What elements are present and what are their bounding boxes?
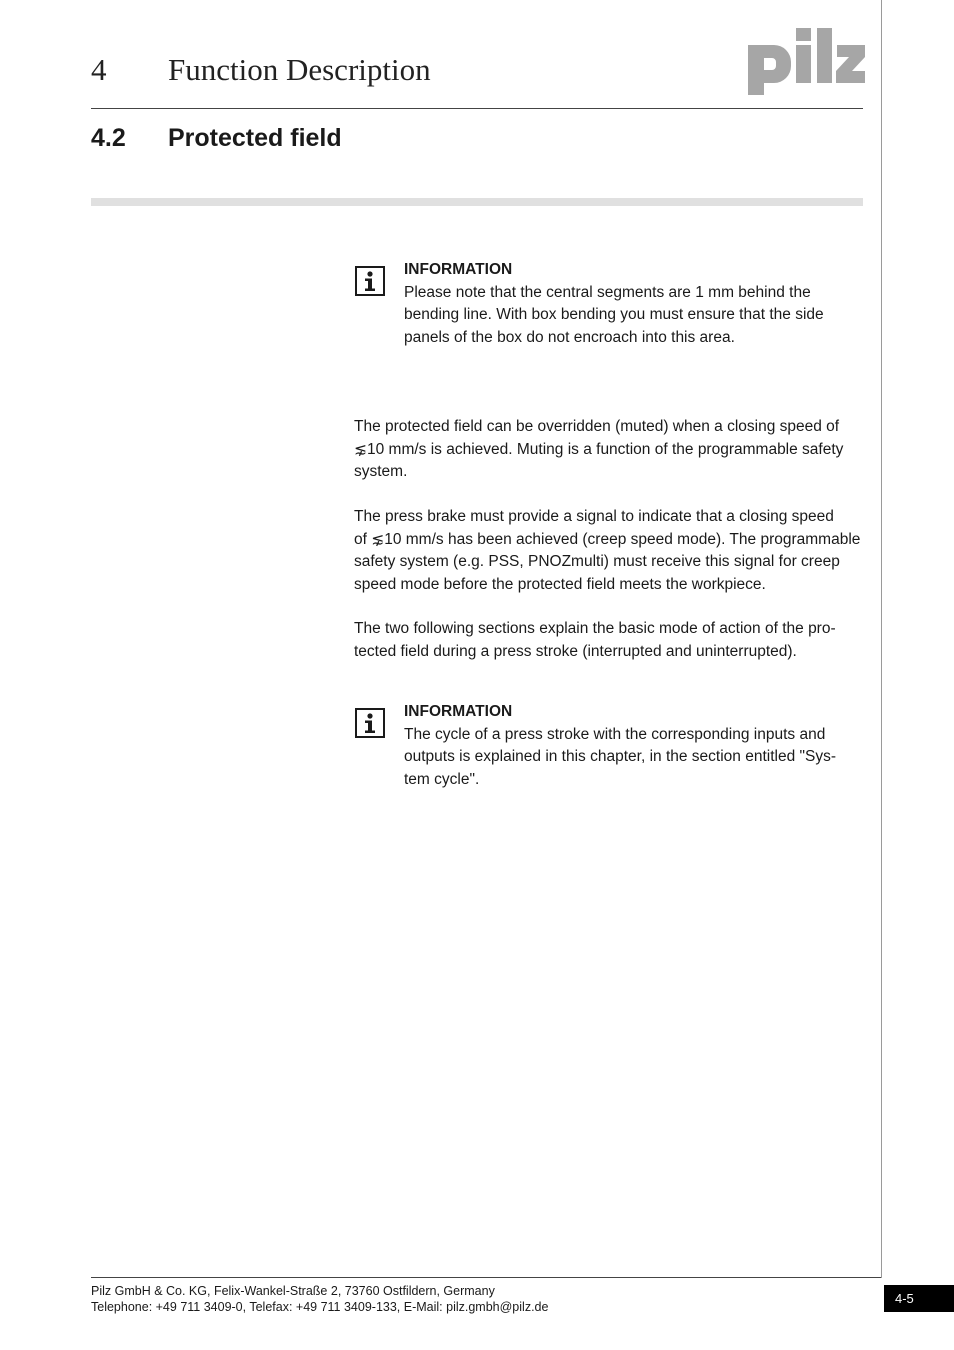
section-title: Protected field (168, 124, 342, 152)
paragraph-line: tected field during a press stroke (interrupted and uninterrupted). (354, 642, 797, 660)
footer-contact: Telephone: +49 711 3409-0, Telefax: +49 711 3409-133, E-Mail: pilz.gmbh@pilz.de (91, 1300, 549, 1314)
chapter-title: Function Description (168, 52, 431, 87)
info-text-line: Please note that the central segments are 1 mm behind the (404, 283, 811, 301)
paragraph-creep-speed (354, 506, 864, 596)
right-margin-rule (881, 0, 882, 1278)
info-heading: INFORMATION (404, 261, 513, 278)
footer-rule (91, 1277, 881, 1278)
paragraph-line: speed mode before the protected field meets the workpiece. (354, 575, 766, 593)
section-number: 4.2 (91, 124, 126, 152)
info-icon (355, 266, 385, 296)
paragraph-line: system. (354, 463, 408, 480)
footer-address: Pilz GmbH & Co. KG, Felix-Wankel-Straße 2, 73760 Ostfildern, Germany (91, 1284, 495, 1298)
paragraph-line: The protected field can be overridden (muted) when a closing speed of (354, 418, 840, 435)
info-text-line: panels of the box do not encroach into this area. (404, 328, 735, 346)
paragraph-line: safety system (e.g. PSS, PNOZmulti) must receive this signal for creep (354, 553, 840, 570)
header-rule (91, 108, 863, 109)
info-heading: INFORMATION (404, 703, 513, 720)
footer (91, 1283, 548, 1315)
section-divider-bar (91, 198, 863, 206)
paragraph-line: ⋦10 mm/s is achieved. Muting is a function of the programmable safety (354, 440, 844, 458)
info-text-line: bending line. With box bending you must ensure that the side (404, 306, 824, 323)
info-text-line: tem cycle". (404, 770, 480, 788)
info-text-line: outputs is explained in this chapter, in the section entitled "Sys- (404, 748, 837, 765)
chapter-number: 4 (91, 52, 107, 87)
paragraph-sections (354, 618, 864, 663)
info-text-line: The cycle of a press stroke with the corresponding inputs and (404, 725, 826, 743)
info-box-2 (404, 701, 864, 791)
paragraph-line: The two following sections explain the basic mode of action of the pro- (354, 620, 836, 637)
pilz-logo (748, 27, 866, 95)
paragraph-line: of ⋦10 mm/s has been achieved (creep speed mode). The programmable (354, 530, 861, 548)
paragraph-muting (354, 416, 864, 484)
info-icon (355, 708, 385, 738)
info-box-1 (404, 259, 864, 349)
page-number: 4-5 (884, 1285, 954, 1312)
paragraph-line: The press brake must provide a signal to indicate that a closing speed (354, 508, 834, 525)
